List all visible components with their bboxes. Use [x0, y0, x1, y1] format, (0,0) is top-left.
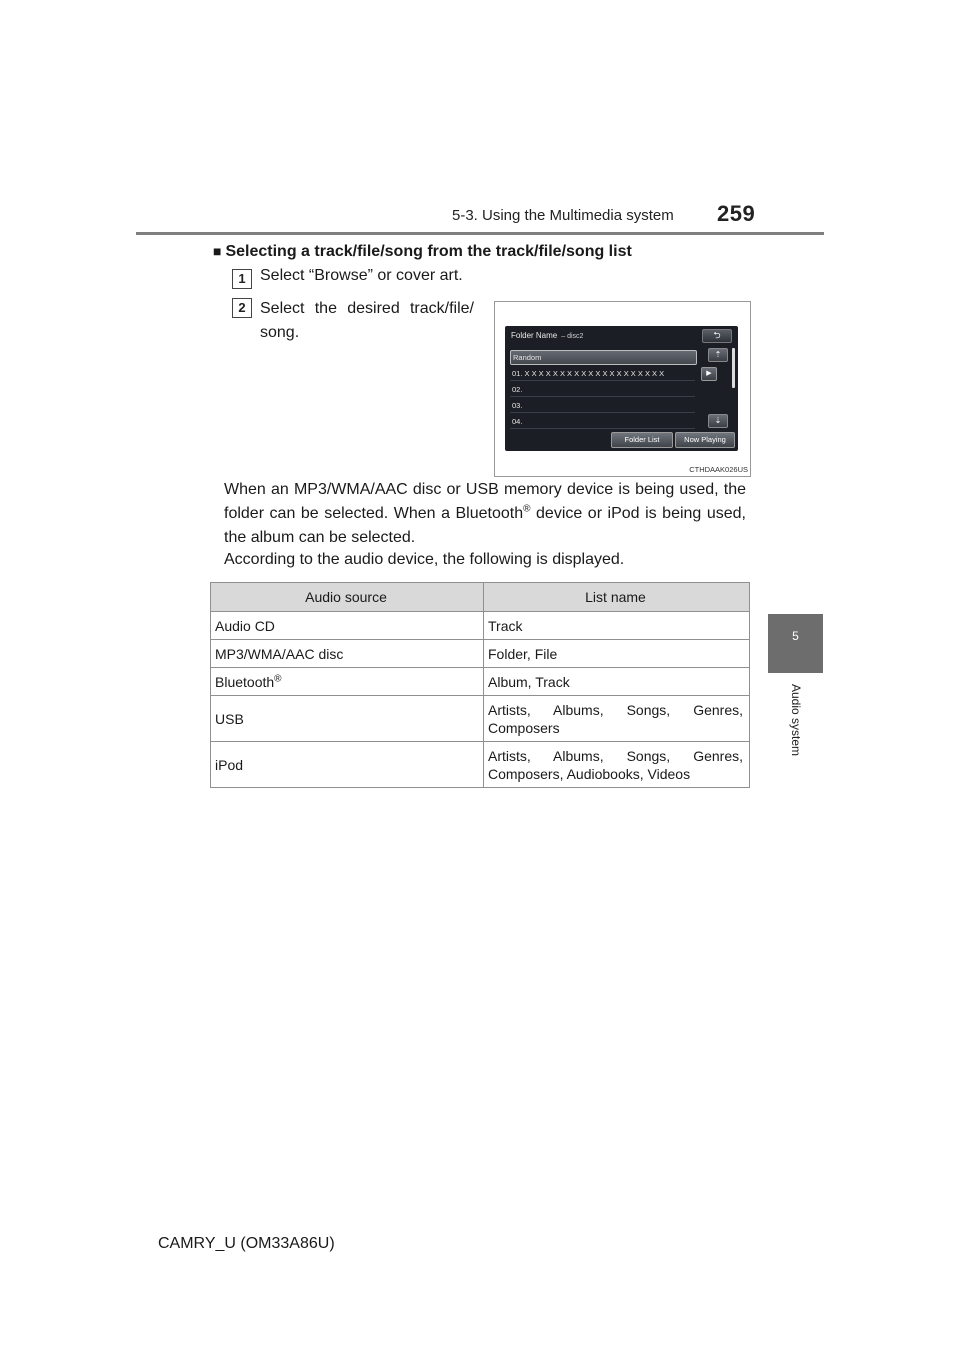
table-row	[211, 612, 750, 640]
table-row	[211, 696, 750, 742]
list-item[interactable]: Random	[510, 350, 697, 365]
table-row	[211, 640, 750, 668]
audio-source-table	[210, 582, 750, 788]
scroll-down-icon[interactable]: ⇣	[708, 414, 728, 428]
step-text: Select the desired track/file/ song.	[260, 300, 474, 341]
screen-title-text: Folder Name	[511, 331, 558, 340]
table-row	[211, 668, 750, 696]
paragraph-text: device or iPod is being used, the album can be selected.	[224, 505, 747, 546]
table-cell: Artists, Albums, Songs, Genres, Composers	[484, 696, 750, 742]
document-footer: CAMRY_U (OM33A86U)	[158, 1235, 335, 1252]
list-item[interactable]: 01. X X X X X X X X X X X X X X X X X X X X	[510, 367, 695, 381]
scroll-up-icon[interactable]: ⇡	[708, 348, 728, 362]
heading-bullet-icon: ■	[213, 243, 222, 259]
chapter-tab	[768, 614, 823, 673]
source-name: Bluetooth	[215, 673, 275, 690]
table-cell	[211, 640, 484, 668]
list-item[interactable]: 04.	[510, 415, 695, 429]
scrollbar[interactable]	[732, 348, 735, 388]
table-cell: Folder, File	[484, 640, 750, 668]
table-cell	[211, 668, 484, 696]
paragraph-text: When an MP3/WMA/AAC disc or USB memory device is being used, the folder can be selected. When a Bluetooth	[224, 481, 746, 522]
back-icon[interactable]: ⮌	[702, 329, 732, 343]
multimedia-screen	[505, 326, 738, 451]
now-playing-button[interactable]: Now Playing	[675, 432, 735, 448]
section-heading	[213, 243, 632, 261]
screen-figure	[494, 301, 751, 477]
table-row	[211, 742, 750, 788]
column-header: List name	[484, 583, 750, 612]
registered-mark: ®	[274, 672, 282, 684]
table-cell	[211, 696, 484, 742]
step-number-box: 2	[232, 298, 252, 318]
step-text: Select “Browse” or cover art.	[260, 267, 463, 284]
folder-list-button[interactable]: Folder List	[611, 432, 673, 448]
heading-text: Selecting a track/file/song from the track/file/song list	[225, 243, 632, 260]
section-title: 5-3. Using the Multimedia system	[452, 207, 674, 224]
list-item[interactable]: 02.	[510, 383, 695, 397]
table-cell: Artists, Albums, Songs, Genres, Composers, Audiobooks, Videos	[484, 742, 750, 788]
table-header-row	[211, 583, 750, 612]
column-header: Audio source	[211, 583, 484, 612]
table-cell	[211, 742, 484, 788]
source-name: MP3/WMA/AAC disc	[215, 645, 344, 662]
screen-subtitle: – disc2	[561, 333, 584, 340]
source-name: USB	[215, 710, 244, 727]
step-number-box: 1	[232, 269, 252, 289]
chapter-number: 5	[792, 629, 799, 643]
description-paragraph: According to the audio device, the following is displayed.	[224, 551, 625, 568]
play-icon[interactable]: ▶	[701, 367, 717, 381]
source-name: iPod	[215, 756, 244, 773]
table-cell: Album, Track	[484, 668, 750, 696]
table-cell	[211, 612, 484, 640]
description-paragraph	[224, 478, 746, 550]
table-cell: Track	[484, 612, 750, 640]
screen-title	[511, 331, 583, 340]
figure-code: CTHDAAK026US	[689, 465, 748, 474]
list-item[interactable]: 03.	[510, 399, 695, 413]
registered-mark: ®	[523, 503, 531, 515]
source-name: Audio CD	[215, 617, 275, 634]
page-number: 259	[717, 201, 756, 226]
chapter-label: Audio system	[789, 683, 803, 757]
header-divider	[136, 232, 824, 235]
